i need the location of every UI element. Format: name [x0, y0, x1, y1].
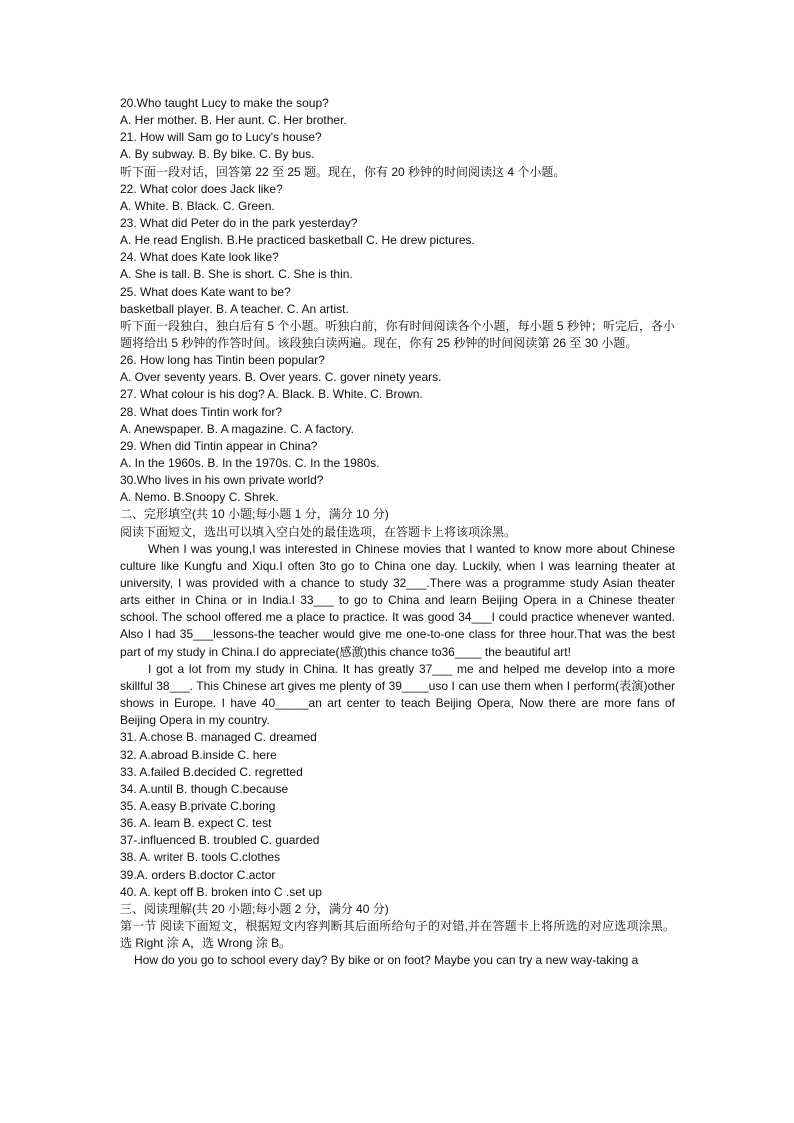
cloze-paragraph-2: I got a lot from my study in China. It has greatly 37___ me and helped me develop into a more skillful 38___. This Chinese art gives me plenty of 39____uso I can use them when I perform(表演)other shows in Europe. I have 40_____an art center to teach Beijing Opera, Now there are more fans of Beijing Opera in my country. [120, 661, 675, 728]
reading-section-heading: 三、阅读理解(共 20 小题;每小题 2 分，满分 40 分) [120, 901, 389, 916]
text-line: A. Nemo. B.Snoopy C. Shrek. [120, 490, 279, 505]
option-line: 33. A.failed B.decided C. regretted [120, 764, 303, 779]
option-line: 39.A. orders B.doctor C.actor [120, 867, 276, 882]
monologue-instruction: 听下面一段独白，独白后有 5 个小题。听独白前，你有时间阅读各个小题，每小题 5 秒钟；听完后，各小题将给出 5 秒钟的作答时间。该段独白读两遍。现在，你有 25 秒钟的时间阅读第 26 至 30 小题。 [120, 318, 675, 350]
option-line: 34. A.until B. though C.because [120, 781, 289, 796]
text-line: 25. What does Kate want to be? [120, 284, 291, 299]
text-line: 22. What color does Jack like? [120, 181, 283, 196]
reading-instruction: 第一节 阅读下面短文，根据短文内容判断其后面所给句子的对错,并在答题卡上将所选的对应选项涂黑。选 Right 涂 A，选 Wrong 涂 B。 [120, 918, 675, 951]
text-line: A. White. B. Black. C. Green. [120, 198, 275, 213]
text-line: A. In the 1960s. B. In the 1970s. C. In the 1980s. [120, 455, 380, 470]
text-line: A. Anewspaper. B. A magazine. C. A factory. [120, 421, 354, 436]
option-line: 37-.influenced B. troubled C. guarded [120, 833, 320, 848]
text-line: 29. When did Tintin appear in China? [120, 438, 318, 453]
option-line: 31. A.chose B. managed C. dreamed [120, 730, 317, 745]
text-line: basketball player. B. A teacher. C. An artist. [120, 301, 349, 316]
text-line: A. By subway. B. By bike. C. By bus. [120, 147, 315, 162]
text-line: A. She is tall. B. She is short. C. She is thin. [120, 267, 353, 282]
exam-page [120, 95, 675, 969]
cloze-options [120, 729, 675, 918]
reading-passage-start: How do you go to school every day? By bike or on foot? Maybe you can try a new way-taking a [134, 953, 639, 968]
text-line: A. Over seventy years. B. Over years. C. gover ninety years. [120, 370, 442, 385]
cloze-paragraph-1: When I was young,I was interested in Chinese movies that I wanted to know more about Chinese culture like Kungfu and Xiqu.I often 3to go to China one day. Luckily, when I was learning theater at university, I was provided with a chance to study 32___.There was a programme study Asian theater arts either in China or in India.I 33___ to go to China and learn Beijing Opera in a Chinese theater school. The school offered me a place to practice. It was good 34___I could practice whenever wanted. Also I had 35___lessons-the teacher would give me one-to-one class for three hour.That was the best part of my study in China.I do appreciate(感激)this chance to36____ the beautiful art! [120, 541, 675, 659]
text-line: 28. What does Tintin work for? [120, 404, 283, 419]
text-line: A. He read English. B.He practiced basketball C. He drew pictures. [120, 233, 475, 248]
listening-section-a [120, 95, 675, 318]
text-line: 23. What did Peter do in the park yesterday? [120, 215, 358, 230]
text-line: 20.Who taught Lucy to make the soup? [120, 96, 329, 110]
text-line: 21. How will Sam go to Lucy's house? [120, 130, 322, 145]
text-line: A. Her mother. B. Her aunt. C. Her brother. [120, 113, 347, 128]
text-line: 24. What does Kate look like? [120, 250, 279, 265]
dialogue-instruction: 听下面一段对话，回答第 22 至 25 题。现在，你有 20 秒钟的时间阅读这 4 个小题。 [120, 164, 566, 179]
option-line: 32. A.abroad B.inside C. here [120, 747, 277, 762]
listening-section-b [120, 352, 675, 541]
text-line: 27. What colour is his dog? A. Black. B. White. C. Brown. [120, 387, 423, 402]
text-line: 26. How long has Tintin been popular? [120, 353, 325, 368]
option-line: 35. A.easy B.private C.boring [120, 798, 276, 813]
cloze-instruction: 阅读下面短文，选出可以填入空白处的最佳选项，在答题卡上将该项涂黑。 [120, 524, 517, 539]
option-line: 36. A. leam B. expect C. test [120, 816, 272, 831]
cloze-section-heading: 二、完形填空(共 10 小题;每小题 1 分，满分 10 分) [120, 507, 389, 522]
option-line: 38. A. writer B. tools C.clothes [120, 850, 281, 865]
text-line: 30.Who lives in his own private world? [120, 473, 324, 488]
option-line: 40. A. kept off B. broken into C .set up [120, 884, 322, 899]
